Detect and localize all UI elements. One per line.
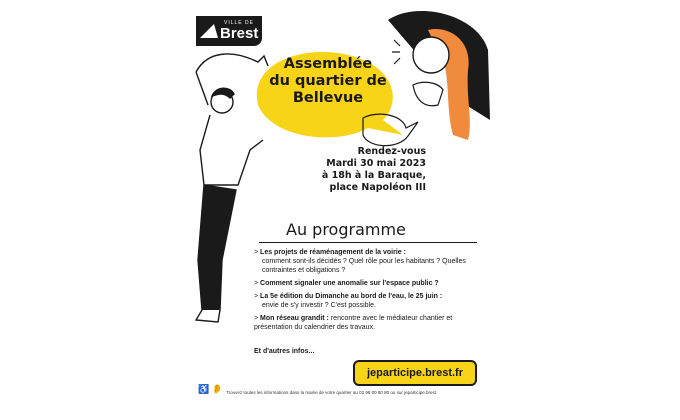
list-item: > Comment signaler une anomalie sur l'espace public ?	[254, 280, 439, 287]
rdv-date: Mardi 30 mai 2023	[326, 158, 426, 169]
item-head: Les projets de réaménagement de la voirie :	[260, 249, 406, 256]
programme-title: Au programme	[286, 220, 406, 239]
brest-logo	[196, 16, 262, 46]
poster	[188, 10, 490, 402]
item-sub: rencontre avec le médiateur chantier et présentation du calendrier des travaux.	[254, 315, 453, 331]
item-head: La 5e édition du Dimanche au bord de l'eau, le 25 juin :	[260, 293, 443, 300]
list-item: > Les projets de réaménagement de la voirie : comment sont-ils décidés ? Quel rôle pour les habitants ? Quelles contraintes et obligations ?	[254, 248, 480, 275]
rdv-address: place Napoléon III	[329, 182, 426, 193]
item-sub: comment sont-ils décidés ? Quel rôle pour les habitants ? Quelles contraintes et obligations ?	[262, 258, 466, 274]
title-line-1: Assemblée	[283, 56, 373, 72]
more-info: Et d'autres infos...	[254, 348, 315, 355]
programme-divider	[259, 242, 477, 243]
item-head: Mon réseau grandit :	[260, 315, 329, 322]
programme-list	[254, 248, 480, 336]
sail-icon	[200, 24, 220, 38]
item-head: Comment signaler une anomalie sur l'espace public ?	[260, 280, 439, 287]
logo-ville: VILLE DE	[224, 20, 254, 26]
rdv-time-place: à 18h à la Baraque,	[321, 170, 426, 181]
hearing-icon: 👂	[211, 384, 223, 394]
logo-brest: Brest	[220, 25, 259, 42]
rendez-vous-block	[306, 146, 426, 194]
wheelchair-icon: ♿	[198, 384, 210, 394]
accessibility-icons	[198, 384, 223, 395]
list-item: > Mon réseau grandit : rencontre avec le médiateur chantier et présentation du calendrier des travaux.	[254, 315, 453, 331]
rdv-label: Rendez-vous	[357, 146, 426, 157]
event-title	[263, 56, 393, 107]
title-line-2: du quartier de	[269, 73, 387, 89]
item-sub: envie de s'y investir ? C'est possible.	[262, 302, 376, 309]
footer-text: Trouvez toutes les informations dans la mairie de votre quartier au 02 98 00 80 80 ou sur jeparticipe.brest.	[226, 390, 438, 395]
website-link[interactable]: jeparticipe.brest.fr	[353, 360, 477, 386]
title-line-3: Bellevue	[292, 90, 364, 106]
woman-figure	[388, 11, 490, 140]
list-item: > La 5e édition du Dimanche au bord de l'eau, le 25 juin : envie de s'y investir ? C'est possible.	[254, 292, 480, 310]
